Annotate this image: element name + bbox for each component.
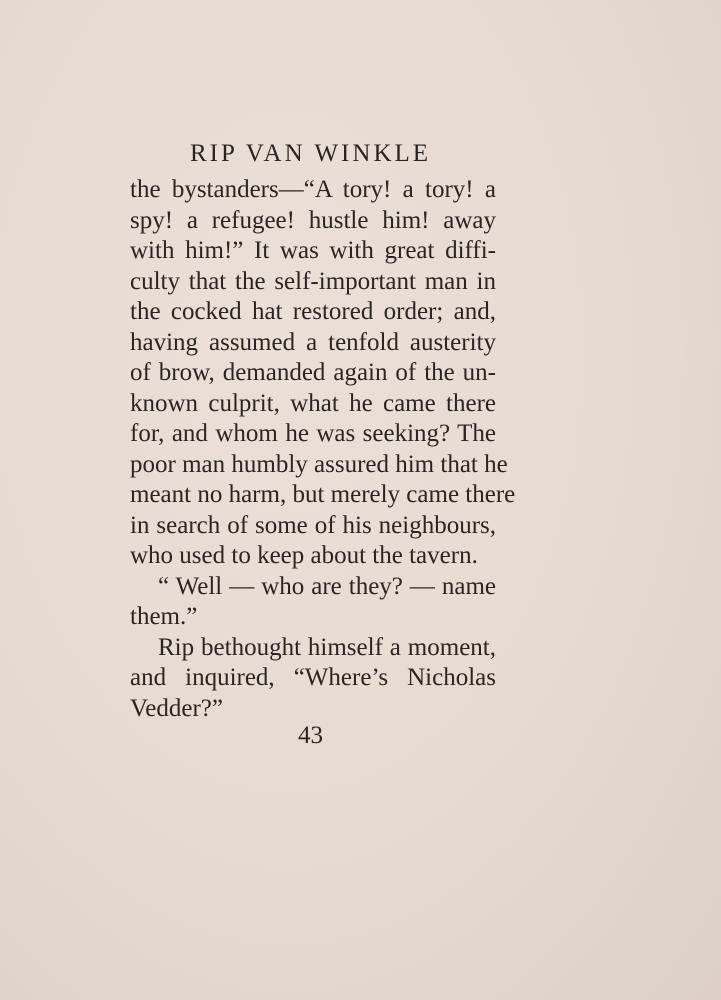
text-line: “ Well — who are they? — name [158,572,496,600]
body-text [130,175,516,724]
text-line: for, and whom he was seeking? The [130,420,496,447]
text-line: with him!” It was with great diffi- [130,237,496,264]
text-line: poor man humbly assured him that he [130,450,508,478]
text-line: and inquired, “Where’s Nicholas [130,664,496,691]
text-line: them.” [130,603,198,630]
text-line: having assumed a tenfold austerity [130,328,496,356]
page-number: 43 [298,722,323,749]
running-head: RIP VAN WINKLE [189,140,432,167]
text-line: of brow, demanded again of the un- [130,359,496,386]
text-line: who used to keep about the tavern. [130,542,478,569]
text-line: meant no harm, but merely came there [130,481,516,508]
text-line: in search of some of his neighbours, [130,511,496,539]
text-line: the cocked hat restored order; and, [130,298,496,325]
text-line: culty that the self-important man in [130,267,496,295]
text-line: Vedder?” [130,694,223,722]
text-line: Rip bethought himself a moment, [158,633,496,661]
text-line: spy! a refugee! hustle him! away [130,206,496,234]
text-line: the bystanders—“A tory! a tory! a [130,176,496,203]
text-line: known culprit, what he came there [130,389,496,417]
